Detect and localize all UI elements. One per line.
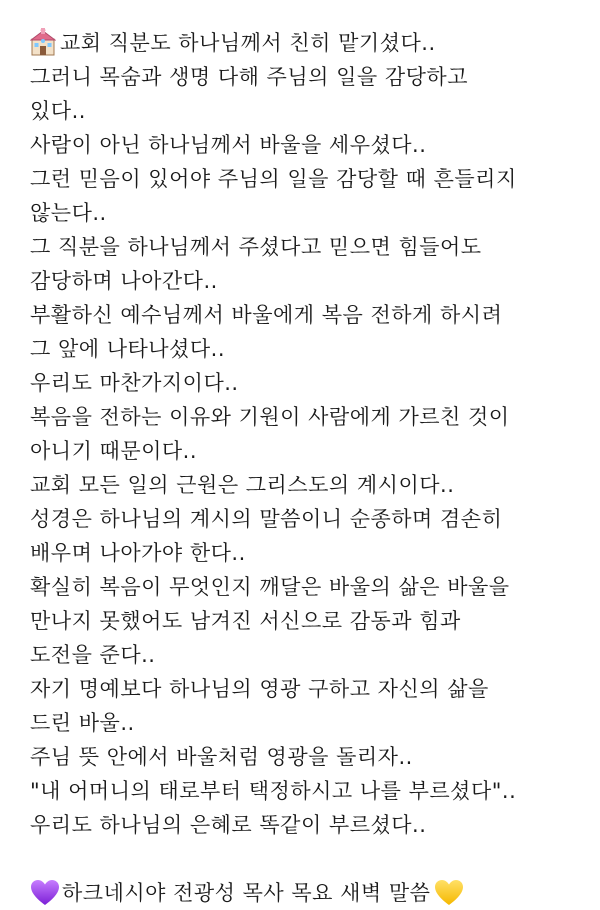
note-line-11: 우리도 마찬가지이다..: [30, 371, 239, 395]
note-line-text: 교회 직분도 하나님께서 친히 맡기셨다..: [60, 31, 436, 55]
sermon-note: [30, 26, 590, 910]
note-line-13: 아니기 때문이다..: [30, 439, 198, 463]
note-line-20: 자기 명예보다 하나님의 영광 구하고 자신의 삶을: [30, 677, 489, 701]
note-line-16: 배우며 나아가야 한다..: [30, 541, 246, 565]
note-line-1: [30, 26, 590, 60]
note-line-12: 복음을 전하는 이유와 기원이 사람에게 가르친 것이: [30, 405, 510, 429]
note-line-10: 그 앞에 나타나셨다..: [30, 337, 225, 361]
note-line-4: 사람이 아닌 하나님께서 바울을 세우셨다..: [30, 133, 427, 157]
note-line-7: 그 직분을 하나님께서 주셨다고 믿으면 힘들어도: [30, 235, 482, 259]
note-line-15: 성경은 하나님의 계시의 말씀이니 순종하며 겸손히: [30, 507, 503, 531]
note-line-9: 부활하신 예수님께서 바울에게 복음 전하게 하시려: [30, 303, 503, 327]
blank-spacer: [30, 842, 590, 876]
note-line-14: 교회 모든 일의 근원은 그리스도의 계시이다..: [30, 473, 455, 497]
signature-line: [30, 876, 590, 910]
note-line-21: 드린 바울..: [30, 711, 135, 735]
yellow-heart-icon: [434, 879, 464, 907]
note-line-19: 도전을 준다..: [30, 643, 156, 667]
note-line-5: 그런 믿음이 있어야 주님의 일을 감당할 때 흔들리지: [30, 167, 517, 191]
note-line-23: "내 어머니의 태로부터 택정하시고 나를 부르셨다"..: [30, 779, 517, 803]
note-line-18: 만나지 못했어도 남겨진 서신으로 감동과 힘과: [30, 609, 461, 633]
note-line-8: 감당하며 나아간다..: [30, 269, 218, 293]
signature-text: 하크네시야 전광성 목사 목요 새벽 말씀: [62, 881, 431, 905]
purple-heart-icon: [30, 879, 60, 907]
note-line-3: 있다..: [30, 99, 86, 123]
note-line-2: 그러니 목숨과 생명 다해 주님의 일을 감당하고: [30, 65, 468, 89]
note-line-24: 우리도 하나님의 은혜로 똑같이 부르셨다..: [30, 813, 427, 837]
note-line-6: 않는다..: [30, 201, 107, 225]
note-line-17: 확실히 복음이 무엇인지 깨달은 바울의 삶은 바울을: [30, 575, 510, 599]
church-icon: [30, 28, 56, 56]
note-line-22: 주님 뜻 안에서 바울처럼 영광을 돌리자..: [30, 745, 413, 769]
